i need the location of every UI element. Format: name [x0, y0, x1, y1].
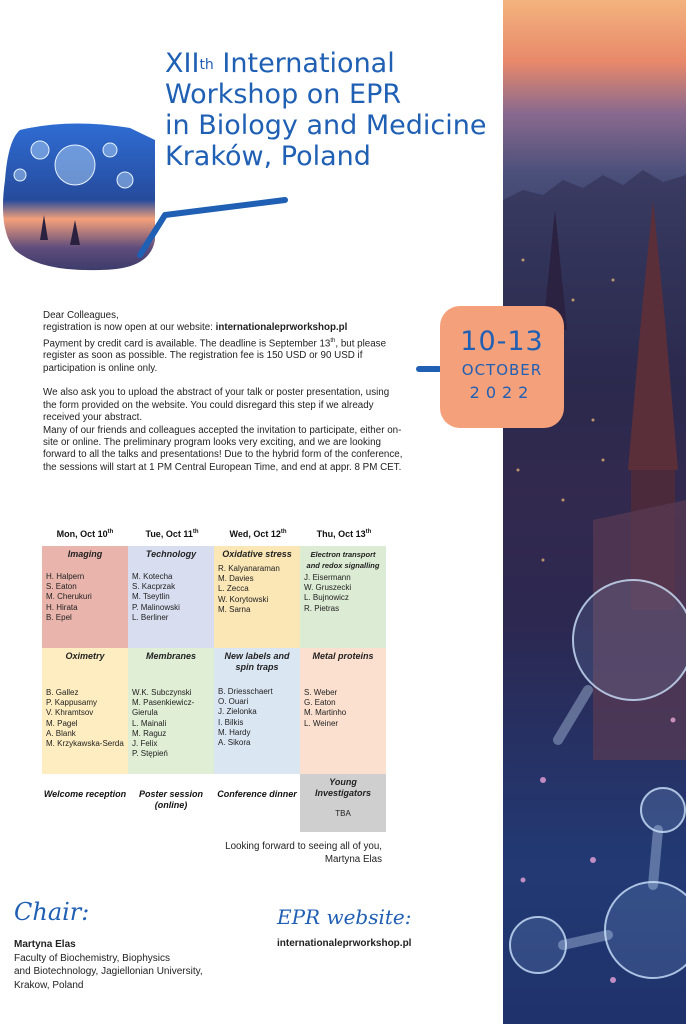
- title-line-2: Workshop on EPR: [165, 79, 402, 110]
- letter-p1-fee: , but please register as soon as possible. The registration fee is 150 USD or 90 USD if participation is online only.: [43, 338, 387, 374]
- title-line-1: International: [222, 48, 395, 79]
- session-technology: Technology M. Kotecha S. Kacprzak M. Tseytlin P. Malinowski L. Berliner: [128, 546, 214, 648]
- day-header-wed: Wed, Oct 12th: [229, 529, 287, 539]
- event-welcome-reception: Welcome reception: [43, 789, 127, 799]
- session-oxidative-stress: Oxidative stress R. Kalyanaraman M. Davies L. Zecca W. Korytowski M. Sarna: [214, 546, 300, 648]
- session-title: Electron transport and redox signalling: [306, 550, 380, 570]
- session-electron-transport: Electron transport and redox signalling J. Eisermann W. Gruszecki L. Bujnowicz R. Pietras: [300, 546, 386, 648]
- session-note: TBA: [335, 809, 351, 818]
- event-conference-dinner: Conference dinner: [217, 789, 297, 799]
- session-new-labels: New labels and spin traps B. Driesschaert O. Ouari J. Zielonka I. Bilkis M. Hardy A. Sikora: [214, 648, 300, 774]
- session-membranes: Membranes W.K. Subczynski M. Pasenkiewicz-Gierula L. Mainali M. Raguz J. Felix P. Stępień: [128, 648, 214, 774]
- invitation-letter: [43, 310, 403, 474]
- date-year: 2022: [469, 383, 535, 402]
- closing-signature: Martyna Elas: [324, 854, 382, 865]
- session-title: New labels and spin traps: [224, 651, 290, 672]
- letter-paragraph-2: We also ask you to upload the abstract of your talk or poster presentation, using the form provided on the website. You could disregard this step if we already received your abstract.: [43, 387, 390, 424]
- website-heading: EPR website:: [277, 905, 412, 929]
- session-imaging: Imaging H. Halpern S. Eaton M. Cherukuri H. Hirata B. Epel: [42, 546, 128, 648]
- letter-paragraph-1: [43, 322, 403, 375]
- session-title: Oximetry: [65, 651, 105, 661]
- letter-p1-sup: th: [330, 337, 336, 344]
- date-range: 10-13: [460, 326, 544, 357]
- session-title: Imaging: [67, 549, 103, 559]
- city-illustration: [503, 0, 686, 1024]
- letter-closing: [180, 840, 382, 866]
- session-title: Technology: [145, 549, 197, 559]
- letter-paragraph-3: Many of our friends and colleagues accepted the invitation to participate, either on-site or online. The preliminary program looks very exciting, and we are looking forward to all the talks and presentations! Due to the hybrid form of the conference, the sessions will start at 1 PM Central European Time, and end at appr. 8 PM CET.: [43, 424, 403, 473]
- date-month: OCTOBER: [461, 361, 543, 379]
- title-line-3: in Biology and Medicine: [165, 110, 487, 141]
- day-header-tue: Tue, Oct 11th: [145, 529, 199, 539]
- session-title: Young Investigators: [314, 777, 372, 798]
- letter-greeting: Dear Colleagues,: [43, 310, 119, 321]
- date-connector: [416, 366, 442, 372]
- letter-p1-payment: Payment by credit card is available. The deadline is September 13: [43, 338, 331, 350]
- session-metal-proteins: Metal proteins S. Weber G. Eaton M. Martinho L. Weiner: [300, 648, 386, 774]
- chair-affiliation-1: Faculty of Biochemistry, Biophysics: [14, 952, 170, 964]
- city-photo-band: [503, 0, 686, 1024]
- chair-affiliation-2: and Biotechnology, Jagiellonian University,: [14, 966, 203, 977]
- day-header-mon: Mon, Oct 10th: [56, 529, 114, 539]
- title-superscript: th: [199, 57, 214, 73]
- chair-name: Martyna Elas: [14, 939, 76, 950]
- letter-p1-intro: registration is now open at our website:: [43, 322, 216, 334]
- chair-affiliation-3: Krakow, Poland: [14, 979, 84, 991]
- workshop-title: [165, 48, 495, 172]
- website-link[interactable]: internationaleprworkshop.pl: [215, 322, 348, 334]
- session-young-investigators: [300, 774, 386, 832]
- title-prefix: XII: [165, 48, 200, 79]
- chair-info: [14, 938, 254, 992]
- closing-line: Looking forward to seeing all of you,: [225, 841, 382, 852]
- session-title: Membranes: [145, 651, 197, 661]
- session-oximetry: Oximetry B. Gallez P. Kappusamy V. Khramtsov M. Pagel A. Blank M. Krzykawska-Serda: [42, 648, 128, 774]
- day-header-thu: Thu, Oct 13th: [316, 529, 372, 539]
- session-title: Oxidative stress: [222, 549, 292, 559]
- chair-heading: Chair:: [14, 898, 90, 926]
- event-poster-session: Poster session (online): [138, 789, 204, 810]
- session-title: Metal proteins: [312, 651, 374, 661]
- date-badge: [440, 306, 564, 428]
- website-url-link[interactable]: internationaleprworkshop.pl: [277, 938, 412, 949]
- title-line-4: Kraków, Poland: [165, 141, 371, 172]
